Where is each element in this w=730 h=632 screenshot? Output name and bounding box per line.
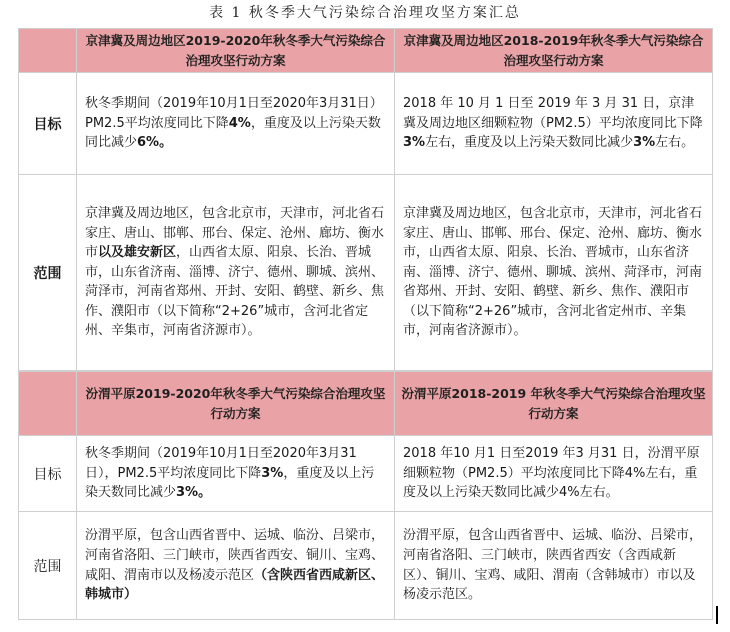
bold-text-segment: 3% [261,465,284,481]
table-header-row [19,372,713,436]
summary-table-fenwei [18,371,713,620]
fenwei-target-2018-2019-text [395,436,713,512]
table-row-scope [19,512,713,620]
row-label-target: 目标 [19,436,77,512]
bold-text-segment: 3%。 [176,485,212,501]
header-corner-cell [19,29,77,73]
text-segment: 秋冬季期间（2019年10月1日至2020年3月31日）PM2.5平均浓度同比下降 [85,96,383,131]
summary-table-jingjinji [18,28,713,371]
text-segment: ，重度及以上污染天数同比减少 [85,115,381,151]
table-caption: 表 1 秋冬季大气污染综合治理攻坚方案汇总 [209,5,521,21]
text-cursor [716,606,718,624]
text-segment: 京津冀及周边地区，包含北京市，天津市，河北省石家庄、唐山、邯郸、邢台、保定、沧州、廊坊、衡水市，山西省太原、阳泉、长治、晋城市，山东省济南、淄博、济宁、德州、聊城、滨州、菏泽市，河南省郑州、开封、安阳、鹤壁、新乡、焦作、濮阳市（以下简称“2+26”城市，含河北省定州市、辛集市，河南省济源市）。 [403,205,703,339]
row-label-scope: 范围 [19,175,77,371]
text-segment: 2018 年 10 月 1 日至 2019 年 3 月 31 日，京津冀及周边地区细颗粒物（PM2.5）平均浓度同比下降 [403,96,703,131]
text-segment: ，重度及以上污染天数同比减少 [85,465,375,501]
bold-text-segment: 3% [633,135,656,151]
text-segment: ，山西省太原、阳泉、长治、晋城市，山东省济南、淄博、济宁、德州、聊城、滨州、菏泽市，河南省郑州、开封、安阳、鹤壁、新乡、焦作、濮阳市（以下简称“2+26”城市，含河北省定州、辛集市，河南省济源市）。 [85,245,385,339]
bold-text-segment: （含陕西省西咸新区、韩城市） [85,567,385,603]
fenwei-scope-2018-2019-text [395,512,713,620]
header-2019-2020-plan: 京津冀及周边地区2019-2020年秋冬季大气污染综合治理攻坚行动方案 [77,29,395,73]
text-segment: 汾渭平原，包含山西省晋中、运城、临汾、吕梁市，河南省洛阳、三门峡市，陕西省西安（含西咸新区）、铜川、宝鸡、咸阳、渭南（含韩城市）市以及杨凌示范区。 [403,528,703,603]
row-label-scope: 范围 [19,512,77,620]
table-row-target [19,436,713,512]
scope-2019-2020-text [77,175,395,371]
target-2018-2019-text [395,73,713,175]
text-segment: 左右，重度及以上污染天数同比减少 [425,135,634,151]
text-segment: 秋冬季期间（2019年10月1日至2020年3月31日），PM2.5平均浓度同比下降 [85,446,357,481]
scope-2018-2019-text [395,175,713,371]
text-segment: 汾渭平原，包含山西省晋中、运城、临汾、吕梁市，河南省洛阳、三门峡市，陕西省西安、铜川、宝鸡、咸阳、渭南市以及杨凌示范区 [85,528,385,583]
text-segment: 京津冀及周边地区，包含北京市，天津市，河北省石家庄、唐山、邯郸、邢台、保定、沧州、廊坊、衡水市 [85,205,385,261]
fenwei-target-2019-2020-text [77,436,395,512]
header-fenwei-2019-2020-plan: 汾渭平原2019-2020年秋冬季大气污染综合治理攻坚行动方案 [77,372,395,436]
target-2019-2020-text [77,73,395,175]
bold-text-segment: 3% [403,135,426,151]
header-corner-cell [19,372,77,436]
bold-text-segment: 4% [228,115,251,131]
text-segment: 左右。 [655,135,695,151]
table-header-row [19,29,713,73]
bold-text-segment: 以及雄安新区 [98,245,177,261]
header-2018-2019-plan: 京津冀及周边地区2018-2019年秋冬季大气污染综合治理攻坚行动方案 [395,29,713,73]
table-row-scope [19,175,713,371]
row-label-target: 目标 [19,73,77,175]
bold-text-segment: 6%。 [137,135,173,151]
text-segment: 2018 年10 月1 日至2019 年3 月31 日，汾渭平原细颗粒物（PM2.5）平均浓度同比下降4%左右，重度及以上污染天数同比减少4%左右。 [403,446,700,501]
table-row-target [19,73,713,175]
header-fenwei-2018-2019-plan: 汾渭平原2018-2019 年秋冬季大气污染综合治理攻坚行动方案 [395,372,713,436]
fenwei-scope-2019-2020-text [77,512,395,620]
